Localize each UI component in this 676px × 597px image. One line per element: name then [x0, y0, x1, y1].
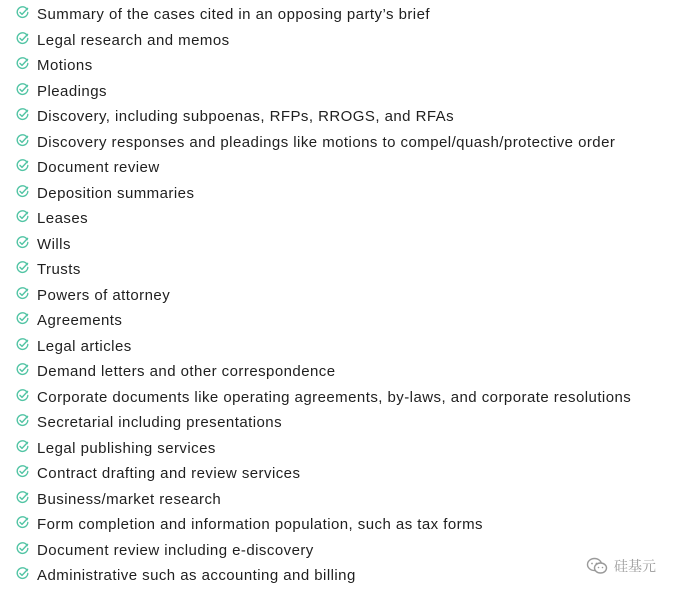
list-item — [16, 334, 656, 360]
list-item-label: Corporate documents like operating agreements, by-laws, and corporate resolutions — [37, 388, 632, 406]
list-item-label: Business/market research — [37, 490, 222, 508]
list-item-label: Form completion and information population, such as tax forms — [37, 516, 483, 534]
list-item — [16, 28, 656, 54]
check-circle-icon — [16, 516, 29, 529]
list-item-label: Contract drafting and review services — [37, 465, 301, 483]
list-item-label: Administrative such as accounting and billing — [37, 567, 356, 585]
list-item-label: Deposition summaries — [37, 184, 195, 202]
check-circle-icon — [16, 363, 29, 376]
check-circle-icon — [16, 389, 29, 402]
list-item-label: Wills — [37, 235, 71, 253]
list-item-label: Trusts — [37, 261, 81, 279]
list-item-label: Document review — [37, 159, 160, 177]
check-circle-icon — [16, 159, 29, 172]
list-item-label: Motions — [37, 57, 93, 75]
list-item — [16, 2, 656, 28]
check-circle-icon — [16, 108, 29, 121]
list-item-label: Leases — [37, 210, 89, 228]
list-item-label: Agreements — [37, 312, 123, 330]
list-item — [16, 104, 656, 130]
list-item-label: Summary of the cases cited in an opposing party’s brief — [37, 6, 430, 24]
list-item-label: Secretarial including presentations — [37, 414, 283, 432]
service-list — [16, 2, 656, 589]
list-item — [16, 130, 656, 156]
list-item-label: Demand letters and other correspondence — [37, 363, 336, 381]
list-item — [16, 436, 656, 462]
check-circle-icon — [16, 287, 29, 300]
check-circle-icon — [16, 465, 29, 478]
check-circle-icon — [16, 261, 29, 274]
list-item-label: Powers of attorney — [37, 286, 171, 304]
list-item — [16, 359, 656, 385]
check-circle-icon — [16, 185, 29, 198]
list-item — [16, 206, 656, 232]
list-item-label: Discovery, including subpoenas, RFPs, RROGS, and RFAs — [37, 108, 455, 126]
list-item-label: Legal articles — [37, 337, 132, 355]
check-circle-icon — [16, 32, 29, 45]
list-item — [16, 385, 656, 411]
list-item-label: Legal research and memos — [37, 31, 230, 49]
list-item — [16, 538, 656, 564]
watermark — [586, 556, 656, 576]
check-circle-icon — [16, 491, 29, 504]
list-item — [16, 181, 656, 207]
list-item — [16, 283, 656, 309]
check-circle-icon — [16, 210, 29, 223]
check-circle-icon — [16, 83, 29, 96]
watermark-text: 硅基元 — [614, 559, 656, 575]
check-circle-icon — [16, 338, 29, 351]
check-circle-icon — [16, 57, 29, 70]
list-item-label: Legal publishing services — [37, 439, 216, 457]
list-item — [16, 487, 656, 513]
list-item-label: Pleadings — [37, 82, 107, 100]
list-item-label: Document review including e-discovery — [37, 541, 314, 559]
list-item — [16, 257, 656, 283]
check-circle-icon — [16, 567, 29, 580]
list-item — [16, 53, 656, 79]
list-item — [16, 155, 656, 181]
check-circle-icon — [16, 134, 29, 147]
list-item — [16, 563, 656, 589]
list-item — [16, 232, 656, 258]
check-circle-icon — [16, 414, 29, 427]
wechat-icon — [586, 557, 608, 575]
check-circle-icon — [16, 440, 29, 453]
check-circle-icon — [16, 542, 29, 555]
list-item — [16, 461, 656, 487]
list-item — [16, 308, 656, 334]
check-circle-icon — [16, 6, 29, 19]
list-item — [16, 79, 656, 105]
list-item — [16, 512, 656, 538]
list-item — [16, 410, 656, 436]
check-circle-icon — [16, 236, 29, 249]
list-item-label: Discovery responses and pleadings like motions to compel/quash/protective order — [37, 133, 616, 151]
check-circle-icon — [16, 312, 29, 325]
